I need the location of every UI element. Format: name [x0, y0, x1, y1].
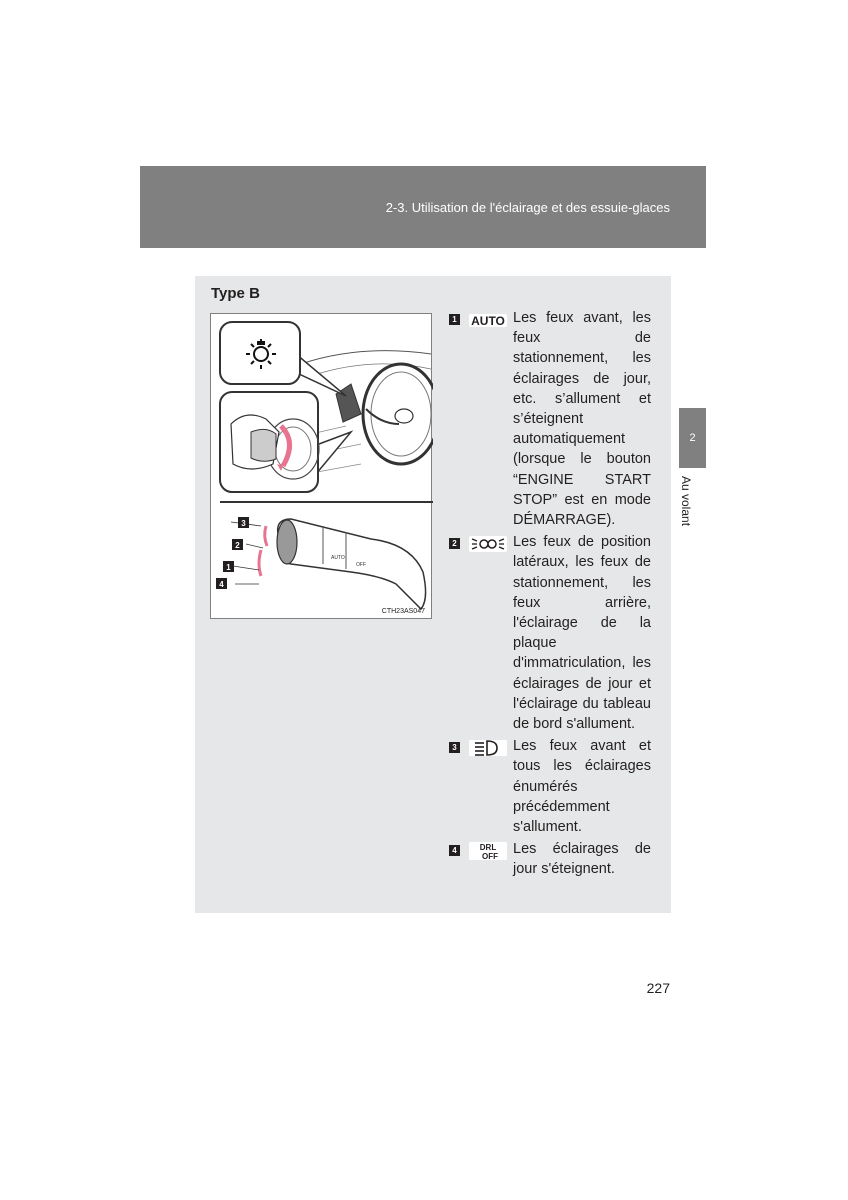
svg-text:AUTO: AUTO — [471, 314, 505, 328]
item-number: 1 — [449, 314, 460, 325]
item-number: 4 — [449, 845, 460, 856]
headlight-icon — [467, 739, 509, 757]
item-text: Les éclairages de jour s'éteignent. — [513, 841, 651, 878]
list-item — [449, 532, 651, 734]
item-text: Les feux avant et tous les éclairages énumérés précédemment s'allument. — [513, 738, 651, 836]
page-number: 227 — [646, 980, 670, 996]
item-number: 3 — [449, 742, 460, 753]
light-switch-figure — [210, 313, 432, 619]
list-item — [449, 736, 651, 837]
chapter-number: 2 — [689, 432, 696, 444]
header-band — [140, 166, 706, 248]
item-number: 2 — [449, 538, 460, 549]
position-lights-icon — [467, 535, 509, 553]
light-switch-illustration — [211, 314, 433, 620]
item-text: Les feux avant, les feux de stationnement, les éclairages de jour, etc. s’allument et s’éteignent automatiquement (lorsque le bouton “ENGINE START STOP” est en mode DÉMARRAGE). — [513, 310, 651, 529]
callout-3: 3 — [241, 519, 246, 528]
auto-icon — [467, 311, 509, 329]
svg-text:DRL: DRL — [479, 843, 497, 853]
list-item — [449, 308, 651, 530]
figure-code: CTH23AS047 — [381, 608, 425, 615]
callout-4: 4 — [219, 580, 224, 589]
callout-1: 1 — [226, 563, 231, 572]
switch-mark-off: OFF — [356, 562, 366, 568]
chapter-label: Au volant — [679, 476, 693, 527]
item-list — [449, 308, 651, 882]
type-label: Type B — [211, 285, 260, 302]
list-item — [449, 839, 651, 879]
content-panel — [195, 276, 671, 913]
switch-mark-auto: AUTO — [331, 555, 345, 561]
chapter-tab — [679, 408, 706, 468]
item-text: Les feux de position latéraux, les feux de stationnement, les feux arrière, l'éclairage de la plaque d'immatriculation, les éclairages de jour et l'éclairage du tableau de bord s'allument. — [513, 534, 651, 733]
chapter-title: 2-3. Utilisation de l'éclairage et des essuie-glaces — [385, 200, 670, 215]
drl-off-icon — [467, 842, 509, 860]
callout-2: 2 — [235, 541, 240, 550]
svg-text:OFF: OFF — [482, 852, 498, 861]
